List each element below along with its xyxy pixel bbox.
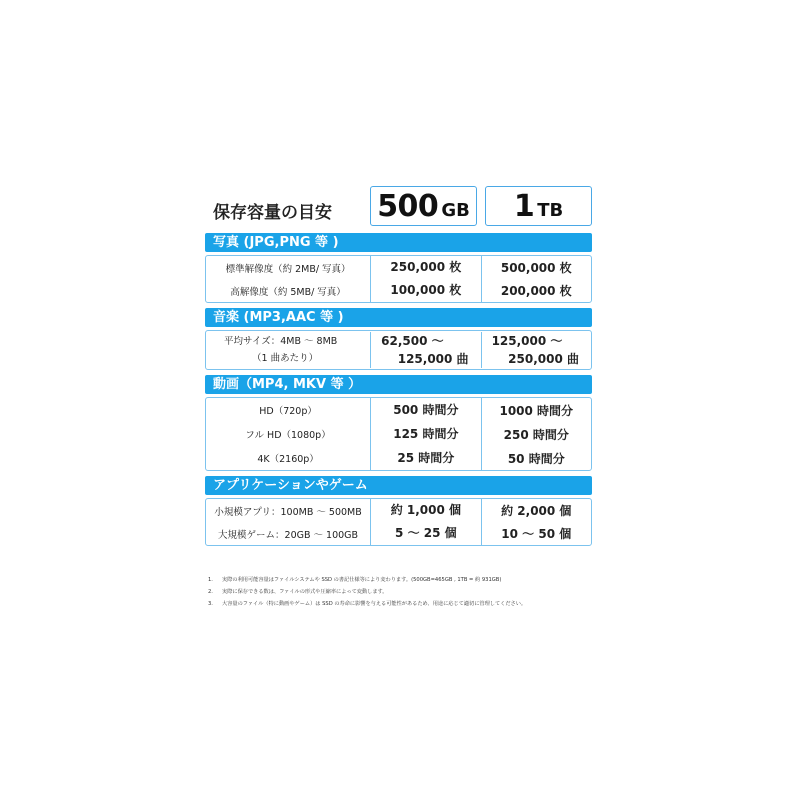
table-row (206, 522, 591, 545)
value-line1: 125,000 〜 (491, 334, 563, 348)
section-title: 音楽 (MP3,AAC 等 ) (205, 308, 592, 327)
capacity-number: 1 (513, 188, 535, 224)
table-row (206, 446, 591, 470)
footnote-number: 3. (208, 601, 213, 607)
row-label-line1: 平均サイズ：4MB 〜 8MB (224, 336, 338, 347)
section-table (205, 397, 592, 471)
row-label (206, 333, 370, 367)
capacity-unit: TB (537, 199, 564, 221)
section-music (205, 308, 592, 370)
section-video (205, 375, 592, 471)
footnote-text: 実際に保存できる数は、ファイルの形式や圧縮率によって変動します。 (222, 589, 388, 595)
row-label: 小規模アプリ：100MB 〜 500MB (214, 506, 362, 518)
row-label: 大規模ゲーム：20GB 〜 100GB (218, 529, 359, 541)
value-1tb: 50 時間分 (507, 451, 565, 466)
value-500gb: 500 時間分 (370, 398, 481, 422)
footnote (208, 598, 598, 610)
table-row (206, 331, 591, 369)
section-table (205, 498, 592, 546)
section-photos (205, 233, 592, 303)
row-label: 高解像度（約 5MB/ 写真） (230, 286, 346, 298)
value-1tb: 250 時間分 (503, 427, 569, 442)
section-table (205, 255, 592, 303)
row-label-line2: （1 曲あたり） (252, 353, 319, 364)
value-1tb: 約 2,000 個 (501, 504, 572, 518)
value-500gb: 125 時間分 (370, 422, 481, 446)
section-table (205, 330, 592, 370)
footnote-text: 大容量のファイル（特に動画やゲーム）は SSD の寿命に影響を与える可能性があるため、用途に応じて適切に管理してください。 (222, 601, 527, 607)
footnote-number: 1. (208, 577, 213, 583)
table-row (206, 499, 591, 522)
table-row (206, 398, 591, 422)
footnote (208, 586, 598, 598)
value-1tb (482, 332, 591, 368)
value-1tb: 500,000 枚 (500, 261, 572, 275)
header (205, 186, 592, 228)
row-label: HD（720p） (259, 406, 317, 417)
value-500gb (370, 332, 481, 368)
table-row (206, 256, 591, 279)
footnote-text: 実際の利用可能容量はファイルシステムや SSD の書記仕様等により変わります。(500GB=465GB , 1TB = 約 931GB) (222, 577, 502, 583)
value-500gb: 25 時間分 (370, 446, 481, 470)
value-1tb: 1000 時間分 (499, 403, 574, 418)
capacity-1tb-header (485, 186, 592, 226)
row-label: 標準解像度（約 2MB/ 写真） (225, 263, 351, 275)
value-500gb: 5 〜 25 個 (370, 522, 481, 545)
section-title: アプリケーションやゲーム (205, 476, 592, 495)
value-500gb: 250,000 枚 (370, 256, 481, 279)
capacity-number: 500 (377, 188, 439, 224)
value-1tb: 10 〜 50 個 (501, 527, 572, 541)
footnote-number: 2. (208, 589, 213, 595)
value-line1: 62,500 〜 (381, 334, 444, 348)
value-500gb: 100,000 枚 (370, 279, 481, 302)
row-label: フル HD（1080p） (245, 430, 331, 441)
value-1tb: 200,000 枚 (500, 284, 572, 298)
footnote (208, 574, 598, 586)
capacity-unit: GB (441, 199, 470, 221)
storage-guide (205, 186, 592, 546)
section-title: 写真 (JPG,PNG 等 ) (205, 233, 592, 252)
row-label: 4K（2160p） (257, 454, 319, 465)
value-500gb: 約 1,000 個 (370, 499, 481, 522)
value-line2: 250,000 曲 (508, 352, 579, 366)
table-row (206, 422, 591, 446)
capacity-500gb-header (370, 186, 477, 226)
section-apps-games (205, 476, 592, 546)
table-row (206, 279, 591, 302)
page-title: 保存容量の目安 (213, 203, 332, 223)
value-line2: 125,000 曲 (397, 352, 469, 366)
footnotes (208, 574, 598, 610)
section-title: 動画（MP4, MKV 等 ） (205, 375, 592, 394)
